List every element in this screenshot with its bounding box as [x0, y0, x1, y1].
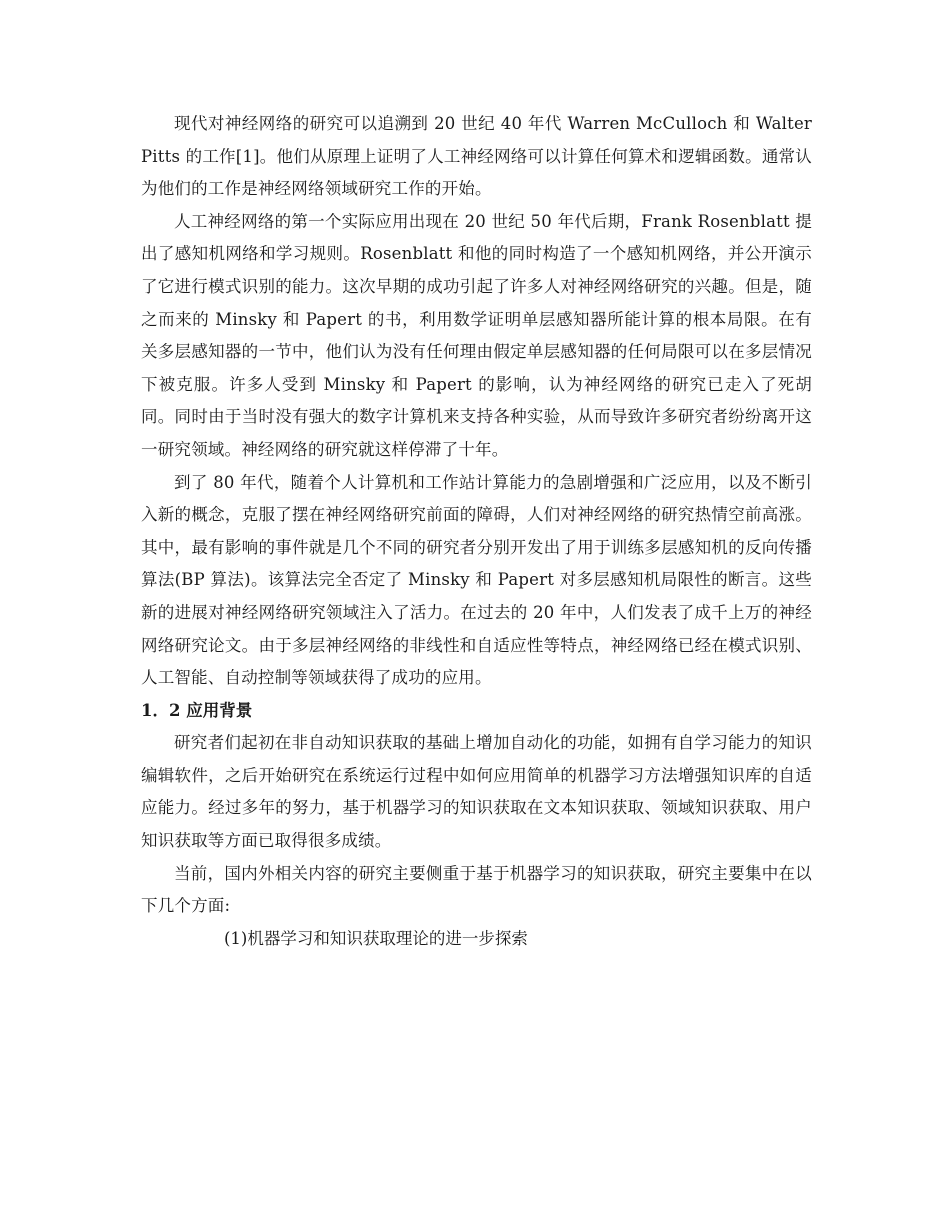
paragraph-history-origin: 现代对神经网络的研究可以追溯到 20 世纪 40 年代 Warren McCulloch 和 Walter Pitts 的工作[1]。他们从原理上证明了人工神经网络可以计算任何算术和逻辑函数。通常认为他们的工作是神经网络领域研究工作的开始。 — [141, 114, 812, 199]
paragraph-perceptron: 人工神经网络的第一个实际应用出现在 20 世纪 50 年代后期，Frank Rosenblatt 提出了感知机网络和学习规则。Rosenblatt 和他的同时构造了一个感知机网络，并公开演示了它进行模式识别的能力。这次早期的成功引起了许多人对神经网络研究的兴趣。但是，随之而来的 Minsky 和 Papert 的书，利用数学证明单层感知器所能计算的根本局限。在有关多层感知器的一节中，他们认为没有任何理由假定单层感知器的任何局限可以在多层情况下被克服。许多人受到 Minsky 和 Papert 的影响，认为神经网络的研究已走入了死胡同。同时由于当时没有强大的数字计算机来支持各种实验，从而导致许多研究者纷纷离开这一研究领域。神经网络的研究就这样停滞了十年。 — [141, 211, 812, 459]
document-page — [141, 108, 812, 955]
section-heading: 1．2 应用背景 — [141, 700, 253, 720]
paragraph-current-research: 当前，国内外相关内容的研究主要侧重于基于机器学习的知识获取，研究主要集中在以下几个方面: — [141, 863, 812, 916]
list-item: (1)机器学习和知识获取理论的进一步探索 — [224, 928, 528, 948]
paragraph-backpropagation: 到了 80 年代，随着个人计算机和工作站计算能力的急剧增强和广泛应用，以及不断引入新的概念，克服了摆在神经网络研究前面的障碍，人们对神经网络的研究热情空前高涨。其中，最有影响的事件就是几个不同的研究者分别开发出了用于训练多层感知机的反向传播算法(BP 算法)。该算法完全否定了 Minsky 和 Papert 对多层感知机局限性的断言。这些新的进展对神经网络研究领域注入了活力。在过去的 20 年中，人们发表了成千上万的神经网络研究论文。由于多层神经网络的非线性和自适应性等特点，神经网络已经在模式识别、人工智能、自动控制等领域获得了成功的应用。 — [141, 472, 812, 688]
paragraph-knowledge-acquisition: 研究者们起初在非自动知识获取的基础上增加自动化的功能，如拥有自学习能力的知识编辑软件，之后开始研究在系统运行过程中如何应用简单的机器学习方法增强知识库的自适应能力。经过多年的努力，基于机器学习的知识获取在文本知识获取、领域知识获取、用户知识获取等方面已取得很多成绩。 — [141, 733, 812, 851]
